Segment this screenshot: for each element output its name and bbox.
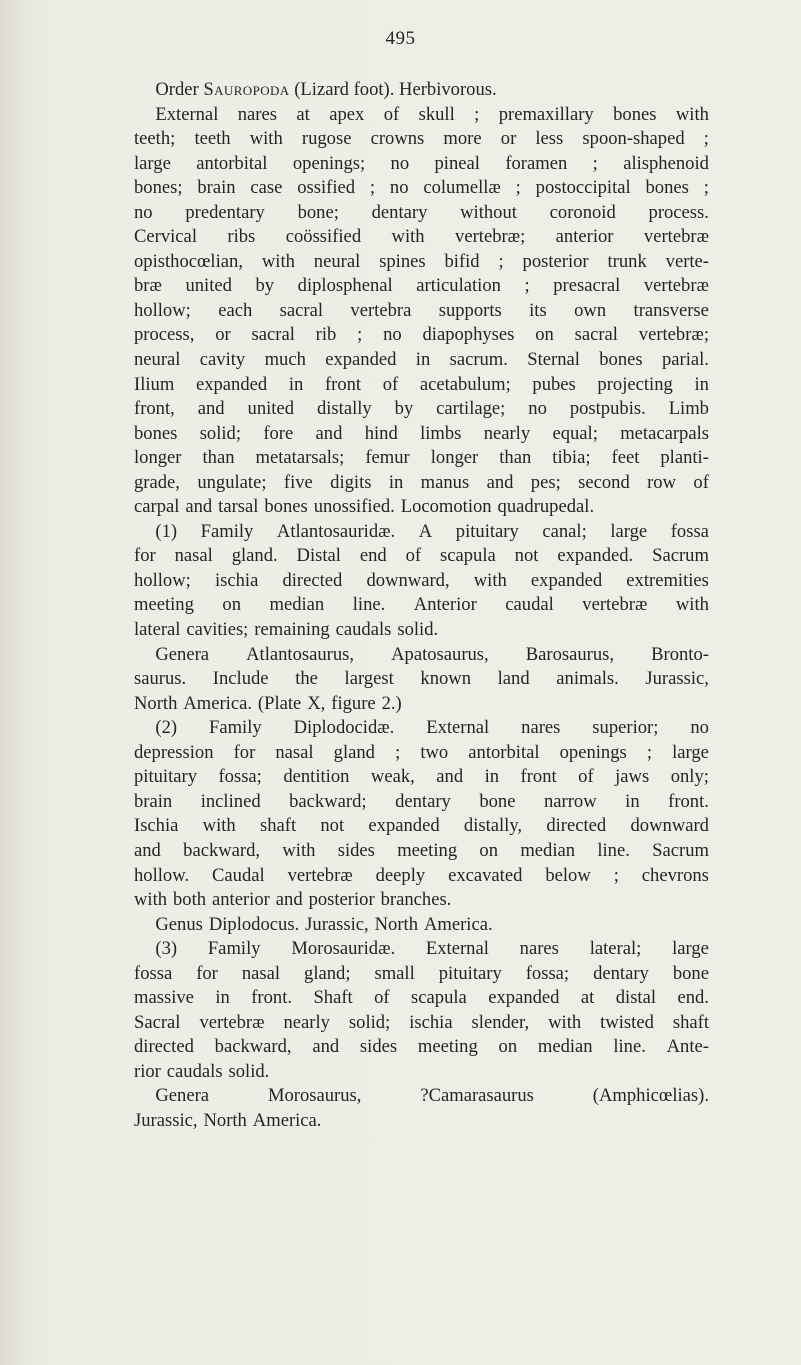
page-number: 495 <box>385 28 416 49</box>
text-line: Genera Atlantosaurus, Apatosaurus, Barosaurus, Bronto- <box>155 643 709 665</box>
paragraph-order-description <box>134 103 709 520</box>
text-line: bones solid; fore and hind limbs nearly equal; metacarpals <box>134 422 709 444</box>
body-text <box>134 78 709 1134</box>
text-line: Genera Morosaurus, ?Camarasaurus (Amphicœlias). <box>155 1085 709 1107</box>
text-line: (1) Family Atlantosauridæ. A pituitary canal; large fossa <box>155 520 709 542</box>
text-line: Sacral vertebræ nearly solid; ischia slender, with twisted shaft <box>134 1011 709 1033</box>
text-line: Genus Diplodocus. Jurassic, North America. <box>155 913 493 935</box>
text-line: directed backward, and sides meeting on median line. Ante- <box>134 1036 709 1058</box>
text-line: no predentary bone; dentary without coronoid process. <box>134 201 709 223</box>
text-line: and backward, with sides meeting on median line. Sacrum <box>134 839 709 861</box>
text-line: neural cavity much expanded in sacrum. Sternal bones parial. <box>134 349 709 371</box>
text-line: Ilium expanded in front of acetabulum; pubes projecting in <box>134 373 709 395</box>
text-line: process, or sacral rib ; no diapophyses on sacral vertebræ; <box>134 324 709 346</box>
heading-suffix: (Lizard foot). Herbivorous. <box>294 79 497 100</box>
text-line: bones; brain case ossified ; no columellæ ; postoccipital bones ; <box>134 177 709 199</box>
text-line: lateral cavities; remaining caudals solid. <box>134 619 439 641</box>
text-line: External nares at apex of skull ; premaxillary bones with <box>155 103 709 125</box>
text-line: Cervical ribs coössified with vertebræ; anterior vertebræ <box>134 226 709 248</box>
text-line: pituitary fossa; dentition weak, and in front of jaws only; <box>134 766 709 788</box>
text-line: Ischia with shaft not expanded distally, directed downward <box>134 815 709 837</box>
text-line: meeting on median line. Anterior caudal vertebræ with <box>134 594 709 616</box>
text-line: front, and united distally by cartilage; no postpubis. Limb <box>134 398 709 420</box>
order-heading <box>134 78 709 103</box>
text-line: (2) Family Diplodocidæ. External nares superior; no <box>155 717 709 739</box>
text-line: teeth; teeth with rugose crowns more or less spoon-shaped ; <box>134 128 709 150</box>
text-line: North America. (Plate X, figure 2.) <box>134 692 402 714</box>
text-line: hollow; each sacral vertebra supports its own transverse <box>134 299 709 321</box>
text-line: fossa for nasal gland; small pituitary fossa; dentary bone <box>134 962 709 984</box>
paragraph-family-atlantosauridae <box>134 520 709 716</box>
text-line: opisthocœlian, with neural spines bifid ; posterior trunk verte- <box>134 250 709 272</box>
text-line: with both anterior and posterior branches. <box>134 889 452 911</box>
text-line: (3) Family Morosauridæ. External nares lateral; large <box>155 938 709 960</box>
paragraph-family-diplodocidae <box>134 716 709 937</box>
text-line: hollow; ischia directed downward, with expanded extremities <box>134 569 709 591</box>
text-line: saurus. Include the largest known land animals. Jurassic, <box>134 668 709 690</box>
text-line: rior caudals solid. <box>134 1060 270 1082</box>
text-line: for nasal gland. Distal end of scapula not expanded. Sacrum <box>134 545 709 567</box>
text-line: massive in front. Shaft of scapula expanded at distal end. <box>134 987 709 1009</box>
text-line: depression for nasal gland ; two antorbital openings ; large <box>134 741 709 763</box>
text-line: longer than metatarsals; femur longer than tibia; feet planti- <box>134 447 709 469</box>
text-line: Jurassic, North America. <box>134 1109 322 1131</box>
text-line: hollow. Caudal vertebræ deeply excavated below ; chevrons <box>134 864 709 886</box>
order-name: Sauropoda <box>203 79 290 100</box>
text-line: grade, ungulate; five digits in manus and pes; second row of <box>134 471 709 493</box>
text-line: brain inclined backward; dentary bone narrow in front. <box>134 790 709 812</box>
text-line: carpal and tarsal bones unossified. Locomotion quadrupedal. <box>134 496 595 518</box>
text-line: bræ united by diplosphenal articulation ; presacral vertebræ <box>134 275 709 297</box>
paragraph-family-morosauridae <box>134 937 709 1133</box>
heading-prefix: Order <box>155 79 199 100</box>
text-line: large antorbital openings; no pineal foramen ; alisphenoid <box>134 152 709 174</box>
